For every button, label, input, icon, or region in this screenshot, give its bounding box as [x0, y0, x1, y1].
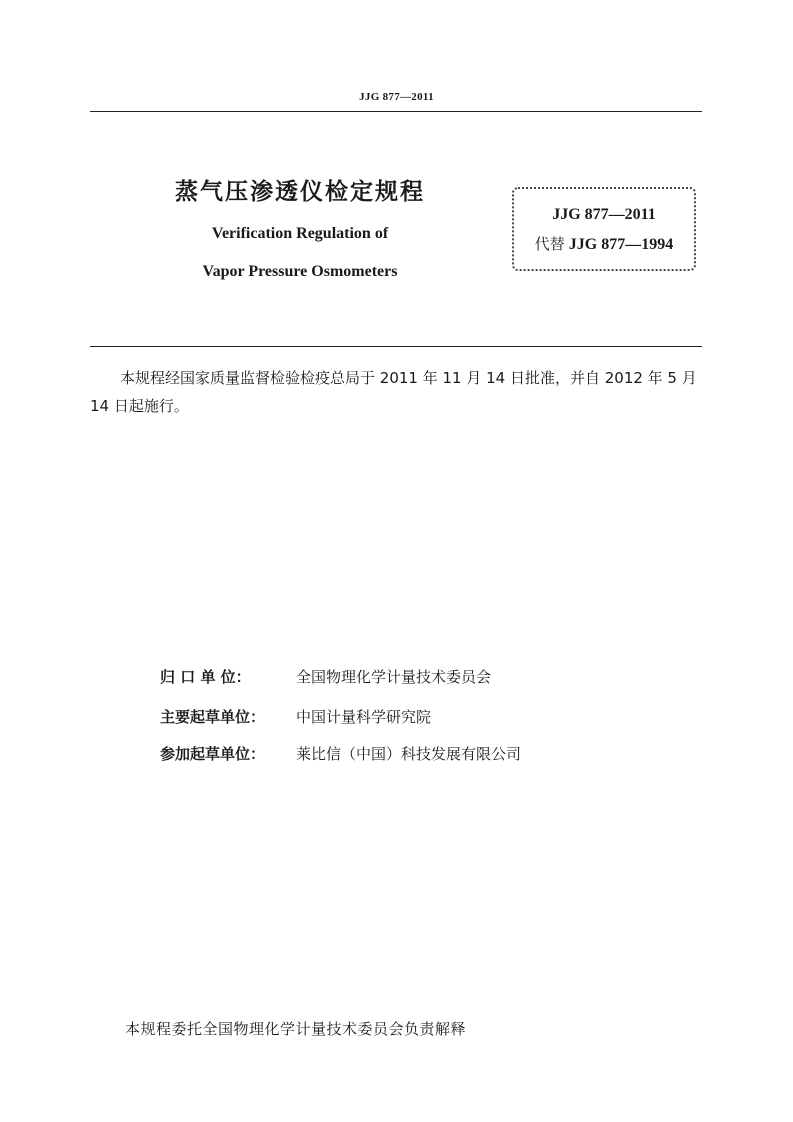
approval-statement: 本规程经国家质量监督检验检疫总局于 2011 年 11 月 14 日批准，并自 2012 年 5 月 14 日起施行。: [90, 369, 697, 415]
standard-code-box: [512, 187, 696, 271]
org-label: 主要起草单位：: [160, 708, 266, 726]
org-value: 全国物理化学计量技术委员会: [296, 668, 492, 686]
org-value: 中国计量科学研究院: [296, 708, 432, 726]
document-title-en-line2: Vapor Pressure Osmometers: [202, 263, 398, 280]
standard-code: JJG 877—2011: [552, 206, 656, 223]
org-row-main-drafter: [160, 706, 431, 727]
running-header: JJG 877—2011: [359, 91, 434, 103]
replaces-label: 代替: [534, 235, 565, 253]
org-value: 莱比信（中国）科技发展有限公司: [296, 745, 522, 763]
org-row-responsible: [160, 666, 491, 687]
replaces-line: [514, 233, 694, 254]
header-rule: [90, 111, 702, 112]
org-label: 参加起草单位：: [160, 745, 266, 763]
org-label: 归 口 单 位：: [160, 668, 251, 686]
interpretation-note: 本规程委托全国物理化学计量技术委员会负责解释: [125, 1020, 467, 1038]
section-rule: [90, 346, 702, 347]
document-title-en-line1: Verification Regulation of: [211, 225, 389, 242]
document-title-zh: 蒸气压渗透仪检定规程: [175, 179, 425, 205]
org-row-participating-drafter: [160, 743, 521, 764]
replaces-code: JJG 877—1994: [568, 236, 674, 253]
